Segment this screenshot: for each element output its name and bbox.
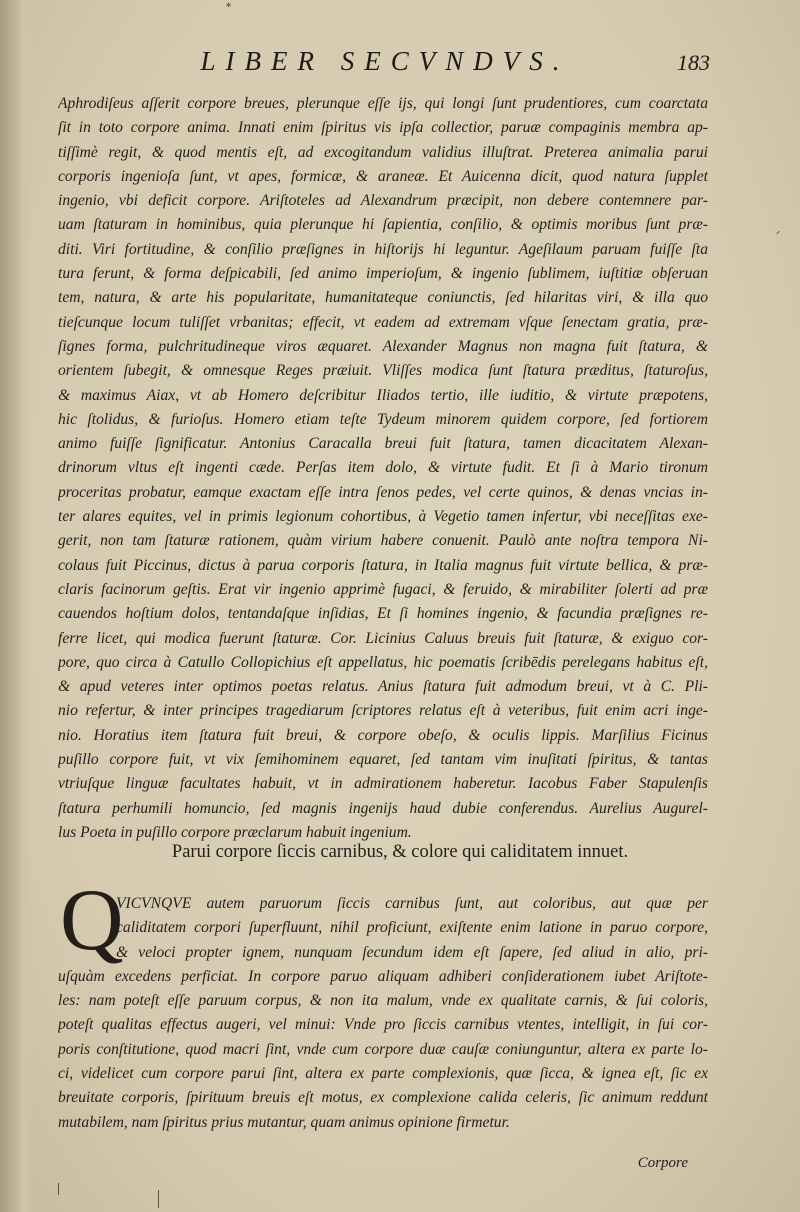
text-line: colaus fuit Piccinus, dictus à parua corporis ſtatura, in Italia magnus fuit virtute bellica, & præ- — [58, 556, 708, 574]
printer-mark: * — [226, 2, 231, 13]
text-line: claris facinorum geſtis. Erat vir ingenio apprimè fugaci, & feruido, & mirabiliter ſolerti ad præ — [58, 580, 708, 598]
text-line: poris conſtitutione, quod macri ſint, vnde cum corpore duæ cauſæ coniunguntur, altera ex parte lo- — [58, 1040, 708, 1058]
text-line: vtriuſque linguæ facultates habuit, vt in admirationem haberetur. Iacobus Faber Stapulenſis — [58, 775, 708, 793]
paragraph-body-2 — [58, 892, 708, 1135]
running-title: LIBER SECVNDVS. — [200, 46, 570, 76]
text-line: proceritas probatur, eamque exactam eſſe intra ſenos pedes, vel certe quinos, & denas vncias in- — [58, 483, 708, 501]
page-gutter-shadow — [0, 0, 34, 1212]
text-line: poteſt qualitas effectus augeri, vel minui: Vnde pro ſiccis carnibus vtentes, intelligit, in ſui cor- — [58, 1016, 708, 1034]
text-line: animo fuiſſe ſignificatur. Antonius Caracalla breui fuit ſtatura, tamen dicacitatem Alexan- — [58, 435, 708, 453]
text-line: ſtatura perhumili homuncio, ſed magnis ingenijs haud dubie conferendus. Aurelius Augurel- — [58, 799, 708, 817]
margin-mark — [58, 1183, 59, 1195]
text-line: les: nam poteſt eſſe paruum corpus, & non ita malum, vnde ex qualitate carnis, & ſui coloris, — [58, 992, 708, 1010]
text-line: ci, videlicet cum corpore parui ſint, altera ex parte complexionis, quæ ſicca, & ignea eſt, ſic ex — [58, 1065, 708, 1083]
paragraph-body-1 — [58, 92, 708, 845]
text-line: puſillo corpore fuit, vt vix ſemihominem equaret, ſed tantam vim inuſitati ſpiritus, & tantas — [58, 751, 708, 769]
text-line: uam ſtaturam in hominibus, quia plerunque hi ſapientia, conſilio, & optimis moribus ſunt præ- — [58, 216, 708, 234]
text-line: lus Poeta in puſillo corpore præclarum habuit ingenium. — [58, 823, 412, 841]
text-line: Aphrodiſeus aſſerit corpore breues, plerunque eſſe ijs, qui longi ſunt prudentiores, cum coarctata — [58, 95, 708, 112]
text-line: ſit in toto corpore anima. Innati enim ſpiritus vis ipſa collectior, paruæ compaginis membra ap- — [58, 119, 708, 137]
text-line: VICVNQVE autem paruorum ſiccis carnibus ſunt, aut coloribus, aut quæ per — [116, 895, 708, 912]
text-line: & apud veteres inter optimos poetas relatus. Anius ſtatura fuit admodum breui, vt à C. Pli- — [58, 678, 708, 696]
text-line: breuitate corporis, ſpirituum breuis eſt motus, ex complexione calida celeris, ſic animum reddunt — [58, 1089, 708, 1107]
text-line: gerit, non tam ſtaturæ rationem, quàm virium habere conuenit. Paulò ante noſtra tempora Ni- — [58, 532, 708, 550]
text-line: pore, quo circa à Catullo Collopichius eſt appellatus, hic poematis ſcribēdis perelegans habitus eſt, — [58, 653, 708, 671]
section-heading: Parui corpore ſiccis carnibus, & colore qui caliditatem innuet. — [171, 842, 629, 862]
text-line: ingenio, vbi deficit corpore. Ariſtoteles ad Alexandrum præcipit, non debere contemnere par- — [58, 192, 708, 210]
text-line: mutabilem, nam ſpiritus prius mutantur, quam animus opinione firmetur. — [58, 1113, 510, 1131]
text-line: corporis ingenioſa ſunt, vt apes, formicæ, & araneæ. Et Auicenna dicit, quod natura ſupplet — [58, 167, 708, 185]
margin-mark — [776, 231, 780, 234]
text-line: nio. Horatius item ſtatura fuit breui, & corpore obeſo, & oculis lippis. Marſilius Ficinus — [58, 726, 708, 744]
text-line: & maximus Aiax, vt ab Homero deſcribitur Iliados tertio, ille iuditio, & virtute præpotens, — [58, 386, 708, 404]
text-line: orientem ſubegit, & omnesque Reges præiuit. Vliſſes modica ſunt ſtatura præditus, ſtaturoſus, — [58, 362, 708, 380]
text-line: tura ferunt, & forma deſpicabili, ſed animo imperioſum, & ingenio ſublimem, iuſtitiæ obſeruan — [58, 265, 708, 283]
text-line: diti. Viri fortitudine, & conſilio præſignes in hiſtorijs hi leguntur. Ageſilaum paruam fuiſſe ſta — [58, 240, 708, 258]
text-line: drinorum vltus eſt ingenti cæde. Perſas item dolo, & virtute fudit. Et ſi à Mario tironum — [58, 459, 708, 477]
page-number: 183 — [677, 50, 710, 75]
catchword: Corpore — [637, 1155, 688, 1171]
text-line: tiſſimè regit, & quod mentis eſt, ad excogitandum validius illuſtrat. Preterea animalia parui — [58, 143, 708, 161]
dropcap-initial: Q — [60, 872, 124, 969]
text-line: ferre licet, qui modica fuerunt ſtaturæ. Cor. Licinius Caluus breuis fuit ſtaturæ, & exiguo cor- — [58, 629, 708, 647]
text-line: uſquàm excedens perficiat. In corpore paruo aliquam adhiberi conſiderationem iubet Ariſtote- — [58, 967, 708, 985]
margin-mark — [158, 1190, 159, 1208]
text-line: cauendos hoſtium dolos, tentandaſque inſidias, Et ſi homines ingenio, & facundia præſignes re- — [58, 605, 708, 623]
text-line: hic ſtolidus, & furioſus. Homero etiam teſte Tydeum minorem quidem corpore, ſed fortiorem — [58, 410, 708, 428]
text-line: nio refertur, & inter principes tragediarum ſcriptores relatus eſt à veteribus, fuit enim acri inge- — [58, 702, 708, 720]
text-line: & veloci propter ignem, nunquam ſecundum idem eſt ſapere, ſed aliud in alio, pri- — [116, 943, 708, 961]
text-line: tieſcunque locum tuliſſet vrbanitas; effecit, vt eadem ad extremam vſque ſenectam gratia, præ- — [58, 313, 708, 331]
text-line: ter alares equites, vel in primis legionum cohortibus, à Vegetio tamen infertur, vbi neceſſitas exe- — [58, 508, 708, 526]
text-line: caliditatem corpori ſuperfluunt, nihil proficiunt, exiſtente enim latione in paruo corpore, — [116, 919, 708, 937]
text-line: tem, natura, & arte his popularitate, humanitateque coniunctis, ſed hilaritas viri, & illa quo — [58, 289, 708, 307]
text-line: ſignes forma, pulchritudineque viros æquaret. Alexander Magnus non magna fuit ſtatura, & — [58, 337, 708, 355]
page-header — [140, 46, 720, 78]
